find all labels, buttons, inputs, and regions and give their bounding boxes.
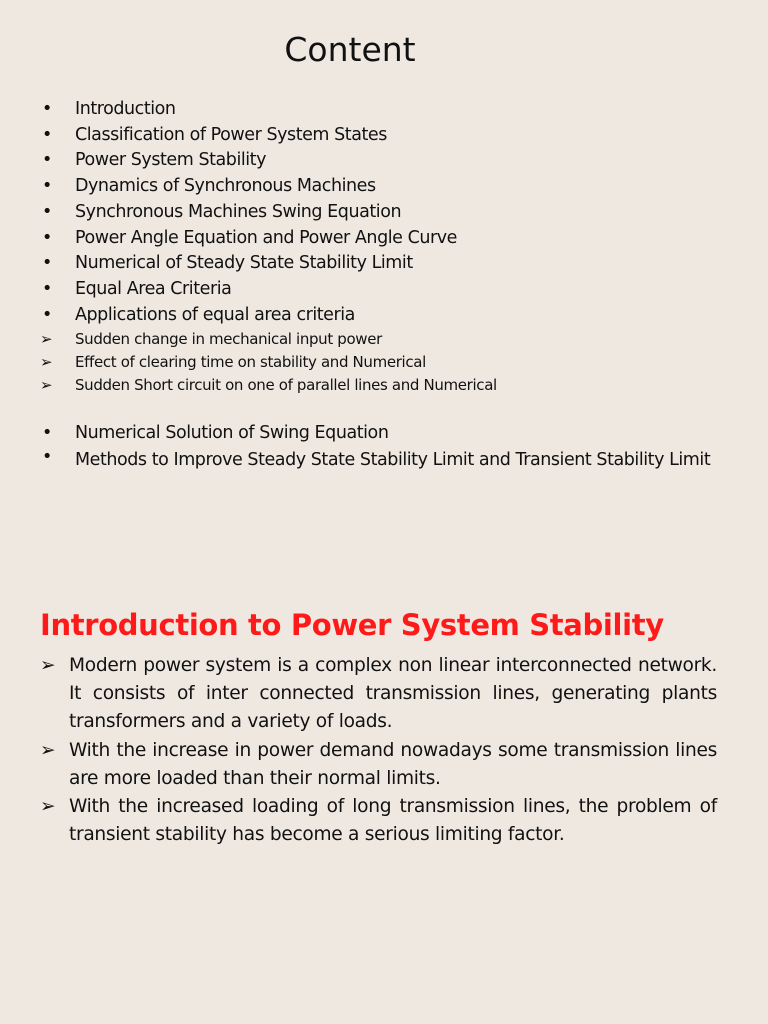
bullet-icon: • (42, 304, 52, 325)
content-sub-item (40, 328, 730, 351)
intro-point-text: Modern power system is a complex non linear interconnected network. It consists of inter connected transmission lines, generating plants transformers and a variety of loads. (69, 655, 717, 733)
content-list (40, 97, 730, 471)
content-sub-item (40, 374, 730, 397)
bullet-icon: • (42, 99, 52, 119)
intro-point-text: With the increase in power demand nowadays some transmission lines are more loaded than their normal limits. (69, 739, 717, 789)
bullet-icon: • (42, 423, 52, 444)
content-item (40, 251, 730, 277)
arrow-bullet-icon: ➢ (40, 353, 53, 372)
bullet-icon: • (42, 201, 52, 222)
bullet-icon: • (42, 176, 52, 197)
content-item (40, 447, 730, 471)
arrow-bullet-icon: ➢ (40, 796, 56, 818)
content-sub-item (40, 351, 730, 374)
content-item-label: Equal Area Criteria (75, 278, 232, 299)
bullet-icon: • (42, 253, 52, 274)
content-item-label: Dynamics of Synchronous Machines (75, 176, 376, 197)
content-item (40, 226, 730, 252)
content-sub-item-label: Sudden change in mechanical input power (75, 330, 382, 349)
content-item (40, 277, 730, 303)
bullet-icon: • (42, 150, 52, 171)
bullet-icon: • (42, 447, 52, 468)
intro-point (40, 737, 717, 793)
content-item-label: Introduction (75, 99, 176, 119)
content-item-label: Classification of Power System States (75, 124, 387, 145)
bullet-icon: • (42, 278, 52, 299)
intro-points-list (40, 652, 717, 849)
content-sub-item-label: Effect of clearing time on stability and Numerical (75, 353, 426, 372)
arrow-bullet-icon: ➢ (40, 330, 53, 349)
content-item-label: Numerical Solution of Swing Equation (75, 423, 389, 444)
content-item (40, 200, 730, 226)
content-item-label: Synchronous Machines Swing Equation (75, 201, 402, 222)
content-sub-item-label: Sudden Short circuit on one of parallel lines and Numerical (75, 376, 497, 395)
content-item-label: Power Angle Equation and Power Angle Curve (75, 227, 457, 248)
bullet-icon: • (42, 227, 52, 248)
content-item (40, 303, 730, 329)
arrow-bullet-icon: ➢ (40, 655, 56, 676)
intro-point (40, 652, 717, 737)
content-item (40, 148, 730, 174)
bullet-icon: • (42, 124, 52, 145)
content-item (40, 97, 730, 123)
content-item-label: Numerical of Steady State Stability Limit (75, 253, 413, 274)
content-item-label: Power System Stability (75, 150, 266, 171)
content-item-label: Applications of equal area criteria (75, 304, 355, 325)
arrow-bullet-icon: ➢ (40, 739, 56, 761)
intro-heading: Introduction to Power System Stability (40, 608, 664, 642)
intro-point (40, 793, 717, 849)
content-item (40, 123, 730, 149)
content-item (40, 421, 730, 447)
intro-point-text: With the increased loading of long transmission lines, the problem of transient stability has become a serious limiting factor. (69, 796, 717, 846)
content-item (40, 174, 730, 200)
content-item-label: Methods to Improve Steady State Stability Limit and Transient Stability Limit (75, 450, 711, 471)
arrow-bullet-icon: ➢ (40, 376, 53, 395)
intro-slide (0, 600, 768, 1024)
content-title: Content (284, 30, 416, 69)
